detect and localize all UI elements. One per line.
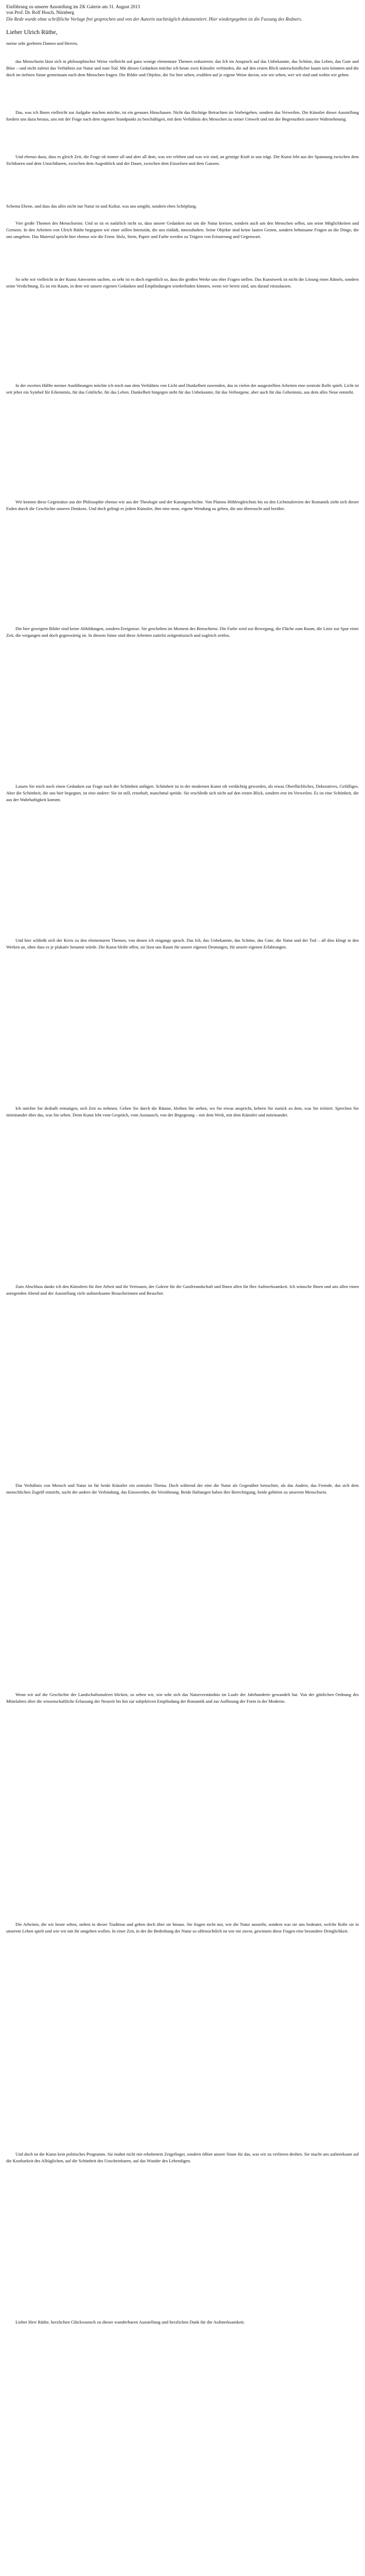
paragraph: Die Arbeiten, die wir heute sehen, stehen in dieser Tradition und gehen doch über sie hinaus. Sie fragen nicht nur, wie die Natur aussieht, sondern was sie uns bedeutet, welche Rolle sie in unserem Leben spielt und wie wir mit ihr umgehen wollen. In einer Zeit, in der die Bedrohung der Natur so offensichtlich ist wie nie zuvor, gewinnen diese Fragen eine besondere Dringlichkeit. <box>6 1922 359 1934</box>
paragraph: Und hier schließt sich der Kreis zu den elementaren Themen, von denen ich eingangs sprach. Das Ich, das Unbekannte, das Schöne, das Gute, die Natur und der Tod – all dies klingt in den Werken an, ohne dass es je plakativ benannt würde. Die Kunst bleibt offen, sie lässt uns Raum für unsere eigenen Deutungen, für unsere eigenen Erfahrungen. <box>6 938 359 950</box>
paragraph: Und ebenso dazu, dass es gleich Zeit, die Frage ob immer all und aber all dem, was wir erleben und was wir sind, an geistige Kraft in uns trägt. Die Kunst lebt aus der Spannung zwischen dem Sichtbaren und dem Unsichtbaren, zwischen dem Augenblick und der Dauer, zwischen dem Einzelnen und dem Ganzen. <box>6 154 359 166</box>
body-text <box>6 58 359 2326</box>
paragraph: Zum Abschluss danke ich den Künstlern für ihre Arbeit und ihr Vertrauen, der Galerie für die Gastfreundschaft und Ihnen allen für Ihre Aufmerksamkeit. Ich wünsche Ihnen und uns allen einen anregenden Abend und der Ausstellung viele aufmerksame Besucherinnen und Besucher. <box>6 1284 359 1296</box>
paragraph: So sehr wir vielleicht in der Kunst Antworten suchen, so sehr ist es doch eigentlich so, dass die großen Werke uns eher Fragen stellen. Das Kunstwerk ist nicht die Lösung eines Rätsels, sondern seine Verdichtung. Es ist ein Raum, in dem wir unsere eigenen Gedanken und Empfindungen wiederfinden können, wenn wir bereit sind, uns darauf einzulassen. <box>6 277 359 289</box>
paragraph: Lassen Sie mich noch einen Gedanken zur Frage nach der Schönheit anfügen. Schönheit ist in der modernen Kunst oft verdächtig geworden, als etwas Oberflächliches, Dekoratives, Gefälliges. Aber die Schönheit, die uns hier begegnet, ist eine andere: Sie ist still, ernsthaft, manchmal spröde. Sie erschließt sich nicht auf den ersten Blick, sondern erst im Verweilen. Es ist eine Schönheit, die aus der Wahrhaftigkeit kommt. <box>6 784 359 802</box>
paragraph: das Menschsein lässt sich in philosophischer Weise vielleicht auf ganz wenige elementare Themen reduzieren: das Ich im Anspruch auf das Unbekannte, das Schöne, das Leben, das Gute und Böse – und nicht zuletzt das Verhältnis zur Natur und zum Tod. Mit diesen Gedanken möchte ich heute zwei Künstler verbinden, die auf den ersten Blick unterschiedlicher kaum sein könnten und die doch im tiefsten Sinne gemeinsam nach dem Menschen fragen. Die Bilder und Objekte, die Sie hier sehen, erzählen auf je eigene Weise davon, wie wir sehen, wer wir sind und wohin wir gehen. <box>6 59 359 77</box>
salutation: Lieber Ulrich Rüthe, <box>6 28 58 36</box>
paragraph: Das Verhältnis von Mensch und Natur ist für beide Künstler ein zentrales Thema. Doch während der eine die Natur als Gegenüber betrachtet, als das Andere, das Fremde, das sich dem menschlichen Zugriff entzieht, sucht der andere die Verbindung, das Einswerden, die Versöhnung. Beide Haltungen haben ihre Berechtigung, beide gehören zu unserem Menschsein. <box>6 1483 359 1495</box>
paragraph: Die hier gezeigten Bilder sind keine Abbildungen, sondern Ereignisse. Sie geschehen im Moment des Betrachtens. Die Farbe wird zur Bewegung, die Fläche zum Raum, die Linie zur Spur einer Zeit, die vergangen und doch gegenwärtig ist. In diesem Sinne sind diese Arbeiten zutiefst zeitgenössisch und zugleich zeitlos. <box>6 626 359 638</box>
paragraph: Das, was ich Ihnen vielleicht zur Aufgabe machen möchte, ist ein genaues Hinschauen. Nicht das flüchtige Betrachten im Vorbeigehen, sondern das Verweilen. Die Künstler dieser Ausstellung fordern uns dazu heraus, uns mit der Frage nach dem eigenen Standpunkt zu beschäftigen, mit dem Verhältnis des Menschen zu seiner Umwelt und mit der Begrenztheit unserer Wahrnehmung. <box>6 110 359 122</box>
paragraph: In der zweiten Hälfte meiner Ausführungen möchte ich mich nun dem Verhältnis von Licht und Dunkelheit zuwenden, das in vielen der ausgestellten Arbeiten eine zentrale Rolle spielt. Licht ist seit jeher ein Symbol für Erkenntnis, für das Göttliche, für das Leben. Dunkelheit hingegen steht für das Unbekannte, für das Verborgene, aber auch für das Geheimnis, aus dem alles Neue entsteht. <box>6 383 359 395</box>
paragraph: Und doch ist die Kunst kein politisches Programm. Sie mahnt nicht mit erhobenem Zeigefinger, sondern öffnet unsere Sinne für das, was wir zu verlieren drohen. Sie macht uns aufmerksam auf die Kostbarkeit des Alltäglichen, auf die Schönheit des Unscheinbaren, auf das Wunder des Lebendigen. <box>6 2151 359 2163</box>
paragraph: Schema Ebene, und dass das alles nicht nur Natur ist und Kultur, was uns umgibt, sondern eben Schöpfung. <box>6 204 197 209</box>
paragraph: Wenn wir auf die Geschichte der Landschaftsmalerei blicken, so sehen wir, wie sehr sich das Naturverständnis im Laufe der Jahrhunderte gewandelt hat. Von der göttlichen Ordnung des Mittelalters über die wissenschaftliche Erfassung der Neuzeit bis hin zur subjektiven Empfindung der Romantik und zur Auflösung der Form in der Moderne. <box>6 1692 359 1704</box>
header-line-2: von Prof. Dr. Rolf Hosch, Nürnberg <box>6 10 75 15</box>
paragraph: Vier große Themen des Menschseins: Und so ist es natürlich nicht so, dass unsere Gedanken nur um die Natur kreisen, sondern auch um den Menschen selbst, um seine Möglichkeiten und Grenzen. In den Arbeiten von Ulrich Rüthe begegnen wir einer stillen Intensität, die uns einlädt, innezuhalten. Seine Objekte sind keine lauten Gesten, sondern behutsame Fragen an die Dinge, die uns umgeben. Das Material spricht hier ebenso wie die Form: Holz, Stein, Papier und Farbe werden zu Trägern von Erinnerung und Gegenwart. <box>6 221 359 239</box>
closing-paragraph: Lieber Herr Rüthe, herzlichen Glückwunsch zu dieser wunderbaren Ausstellung und herzlichen Dank für die Aufmerksamkeit. <box>15 2319 245 2325</box>
header-note: Die Rede wurde ohne schriftliche Vorlage frei gesprochen und von der Autorin nachträglich dokumentiert. Hier wiedergegeben ist die Fassung des Redners. <box>6 16 303 22</box>
header-line-1: Einführung zu unserer Ausstellung im ZK Galerie am 31. August 2013 <box>6 4 141 9</box>
intro-line: meine sehr geehrten Damen und Herren, <box>6 41 78 46</box>
paragraph: Ich möchte Sie deshalb ermutigen, sich Zeit zu nehmen. Gehen Sie durch die Räume, bleiben Sie stehen, wo Sie etwas anspricht, kehren Sie zurück zu dem, was Sie irritiert. Sprechen Sie miteinander über das, was Sie sehen. Denn Kunst lebt vom Gespräch, vom Austausch, von der Begegnung – mit dem Werk, mit dem Künstler und miteinander. <box>6 1106 359 1117</box>
paragraph: Wir kennen diese Gegensätze aus der Philosophie ebenso wie aus der Theologie und der Kunstgeschichte. Von Platons Höhlengleichnis bis zu den Lichtmalereien der Romantik zieht sich dieser Faden durch die Geschichte unseres Denkens. Und doch gelingt es jedem Künstler, ihm eine neue, eigene Wendung zu geben, die uns überrascht und berührt. <box>6 499 359 511</box>
document-header <box>6 4 359 22</box>
